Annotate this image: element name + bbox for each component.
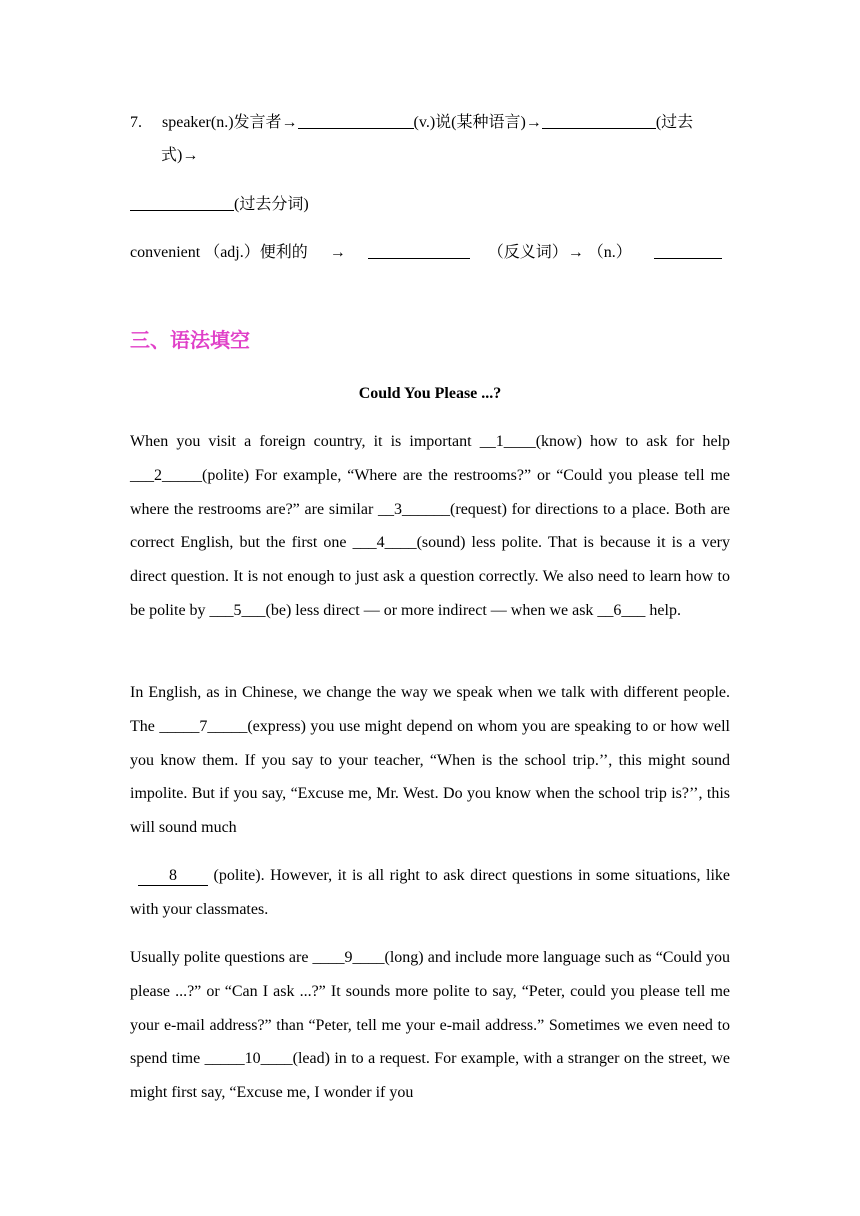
paragraph-text: (polite). However, it is all right to ask direct questions in some situations, like with your classmates. <box>130 867 730 918</box>
vocab-text: (过去分词) <box>234 196 309 213</box>
vocab-text: convenient （adj.）便利的 <box>130 244 308 261</box>
item-number: 7. <box>130 114 142 131</box>
vocab-text: speaker(n.)发言者→ <box>162 114 298 131</box>
arrow: → <box>329 244 346 261</box>
paragraph-text: Usually polite questions are ____9____(long) and include more language such as “Could you please ...?” or “Can I ask ...?” It sounds more polite to say, “Peter, could you please tell me your e-mail address?” than “Peter, tell me your e-mail address.” Sometimes we even need to spend time _____10____(lead) in to a request. For example, with a stranger on the street, we might first say, “Excuse me, I wonder if you <box>130 949 730 1102</box>
answer-blank[interactable] <box>130 194 234 211</box>
vocab-item-7-line3 <box>130 194 309 215</box>
vocab-item-7-line2 <box>161 146 198 166</box>
section-heading: 三、语法填空 <box>130 328 250 352</box>
answer-blank-8[interactable]: 8 <box>138 867 208 886</box>
vocab-text: 式)→ <box>161 147 199 164</box>
answer-blank[interactable] <box>368 242 470 259</box>
vocab-text: (过去 <box>655 114 694 131</box>
answer-blank[interactable] <box>298 112 414 129</box>
vocab-convenient-line <box>130 242 730 263</box>
vocab-text: (v.)说(某种语言)→ <box>413 114 542 131</box>
passage-paragraph-1 <box>130 425 730 628</box>
vocab-item-7-line1 <box>130 112 693 133</box>
passage-paragraph-3 <box>130 859 730 927</box>
passage-paragraph-2 <box>130 676 730 845</box>
answer-blank[interactable] <box>654 242 722 259</box>
answer-blank[interactable] <box>542 112 656 129</box>
vocab-text: （反义词）→ （n.） <box>487 244 632 261</box>
paragraph-text: When you visit a foreign country, it is important __1____(know) how to ask for help ___2_____(polite) For example, “Where are the restrooms?” or “Could you please tell me where the restrooms are?” are similar __3______(request) for directions to a place. Both are correct English, but the first one ___4____(sound) less polite. That is because it is a very direct question. It is not enough to just ask a question correctly. We also need to learn how to be polite by ___5___(be) less direct — or more indirect — when we ask __6___ help. <box>130 433 730 619</box>
paragraph-text: In English, as in Chinese, we change the way we speak when we talk with different people. The _____7_____(express) you use might depend on whom you are speaking to or how well you know them. If you say to your teacher, “When is the school trip.’’, this might sound impolite. But if you say, “Excuse me, Mr. West. Do you know when the school trip is?’’, this will sound much <box>130 684 730 837</box>
passage-paragraph-4 <box>130 941 730 1110</box>
passage-title: Could You Please ...? <box>358 385 502 402</box>
